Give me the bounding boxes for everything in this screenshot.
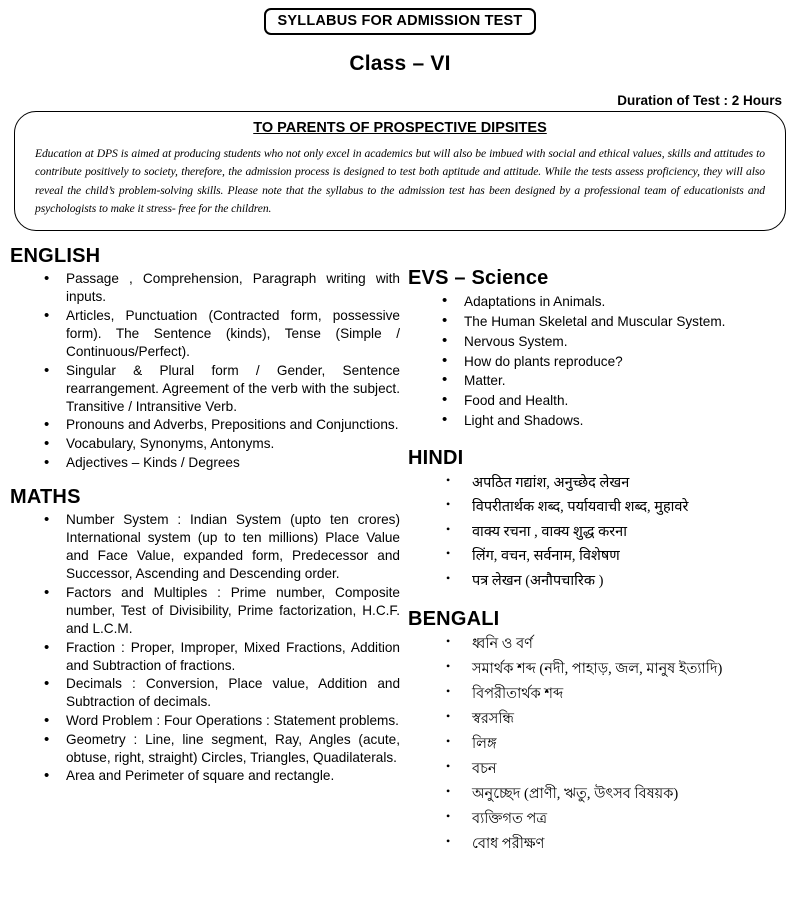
list-item: • How do plants reproduce?: [442, 352, 790, 371]
list-item: • Nervous System.: [442, 332, 790, 351]
title-banner-wrap: [0, 0, 800, 35]
list-item: • Vocabulary, Synonyms, Antonyms.: [44, 435, 400, 453]
class-label: Class – VI: [349, 52, 451, 75]
bengali-topic-list: [408, 633, 790, 856]
list-item: • Fraction : Proper, Improper, Mixed Fractions, Addition and Subtraction of fractions.: [44, 639, 400, 675]
list-item: • Light and Shadows.: [442, 411, 790, 430]
syllabus-title-box: SYLLABUS FOR ADMISSION TEST: [264, 8, 537, 35]
list-item: • Singular & Plural form / Gender, Sentence rearrangement. Agreement of the verb with the subject. Transitive / Intransitive Verb.: [44, 362, 400, 416]
duration-label: Duration of Test : 2 Hours: [617, 93, 782, 108]
section-heading-bengali: BENGALI: [408, 608, 500, 631]
spacer: [10, 472, 400, 486]
parents-notice-body: Education at DPS is aimed at producing students who not only excel in academics but will also be imbued with social and ethical values, skills and attitudes to contribute positively to society, therefore, the admission process is designed to test both aptitude and attitude. While the tests assess proficiency, they will also reveal the child’s problem-solving skills. Please note that the syllabus to the admission test has been designed by a professional team of educationists and psychologists to make it stress- free for the children.: [35, 147, 765, 215]
list-item: • पत्र लेखन (अनौपचारिक ): [446, 570, 790, 593]
list-item: • Adjectives – Kinds / Degrees: [44, 454, 400, 472]
list-item: • Area and Perimeter of square and rectangle.: [44, 767, 400, 785]
section-heading-hindi: HINDI: [408, 446, 464, 469]
list-item: • Articles, Punctuation (Contracted form, possessive form). The Sentence (kinds), Tense (Simple / Continuous/Perfect).: [44, 307, 400, 361]
spacer: [408, 594, 790, 608]
list-item: • Geometry : Line, line segment, Ray, Angles (acute, obtuse, right, straight) Circles, Triangles, Quadilaterals.: [44, 731, 400, 767]
right-column: [400, 245, 790, 858]
list-item: • বোধ পরীক্ষণ: [446, 833, 790, 856]
english-topic-list: [10, 270, 400, 471]
list-item: • অনুচ্ছেদ (প্রাণী, ঋতু, উৎসব বিষয়ক): [446, 783, 790, 806]
list-item: • विपरीतार्थक शब्द, पर्यायवाची शब्द, मुहावरे: [446, 496, 790, 519]
hindi-topic-list: [408, 472, 790, 593]
list-item: • Food and Health.: [442, 391, 790, 410]
list-item: • Matter.: [442, 371, 790, 390]
section-heading-english: ENGLISH: [10, 245, 101, 268]
list-item: • वाक्य रचना , वाक्य शुद्ध करना: [446, 521, 790, 544]
parents-notice-box: [14, 111, 786, 231]
parents-notice-heading: TO PARENTS OF PROSPECTIVE DIPSITES: [253, 120, 547, 136]
list-item: • Decimals : Conversion, Place value, Addition and Subtraction of decimals.: [44, 675, 400, 711]
list-item: • ব্যক্তিগত পত্র: [446, 808, 790, 831]
syllabus-columns: [0, 245, 800, 858]
list-item: • Pronouns and Adverbs, Prepositions and Conjunctions.: [44, 416, 400, 434]
list-item: • अपठित गद्यांश, अनुच्छेद लेखन: [446, 472, 790, 495]
list-item: • স্বরসন্ধি: [446, 708, 790, 731]
list-item: • Adaptations in Animals.: [442, 292, 790, 311]
list-item: • लिंग, वचन, सर्वनाम, विशेषण: [446, 545, 790, 568]
maths-topic-list: [10, 511, 400, 785]
left-column: [10, 245, 400, 786]
list-item: • ধ্বনি ও বর্ণ: [446, 633, 790, 656]
list-item: • লিঙ্গ: [446, 733, 790, 756]
list-item: • Word Problem : Four Operations : Statement problems.: [44, 712, 400, 730]
evs-science-topic-list: [408, 292, 790, 430]
list-item: • Passage , Comprehension, Paragraph writing with inputs.: [44, 270, 400, 306]
list-item: • সমার্থক শব্দ (নদী, পাহাড়, জল, মানুষ ইত্যাদি): [446, 658, 790, 681]
list-item: • বিপরীতার্থক শব্দ: [446, 683, 790, 706]
list-item: • The Human Skeletal and Muscular System.: [442, 312, 790, 331]
list-item: • Number System : Indian System (upto ten crores) International system (up to ten millions) Place Value and Face Value, expanded form, Predecessor and Successor, Ascending and Descending order.: [44, 511, 400, 583]
section-heading-evs-science: EVS – Science: [408, 267, 549, 290]
list-item: • Factors and Multiples : Prime number, Composite number, Test of Divisibility, Prime factorization, H.C.F. and L.C.M.: [44, 584, 400, 638]
spacer: [408, 245, 790, 267]
spacer: [408, 431, 790, 447]
list-item: • বচন: [446, 758, 790, 781]
section-heading-maths: MATHS: [10, 486, 81, 509]
